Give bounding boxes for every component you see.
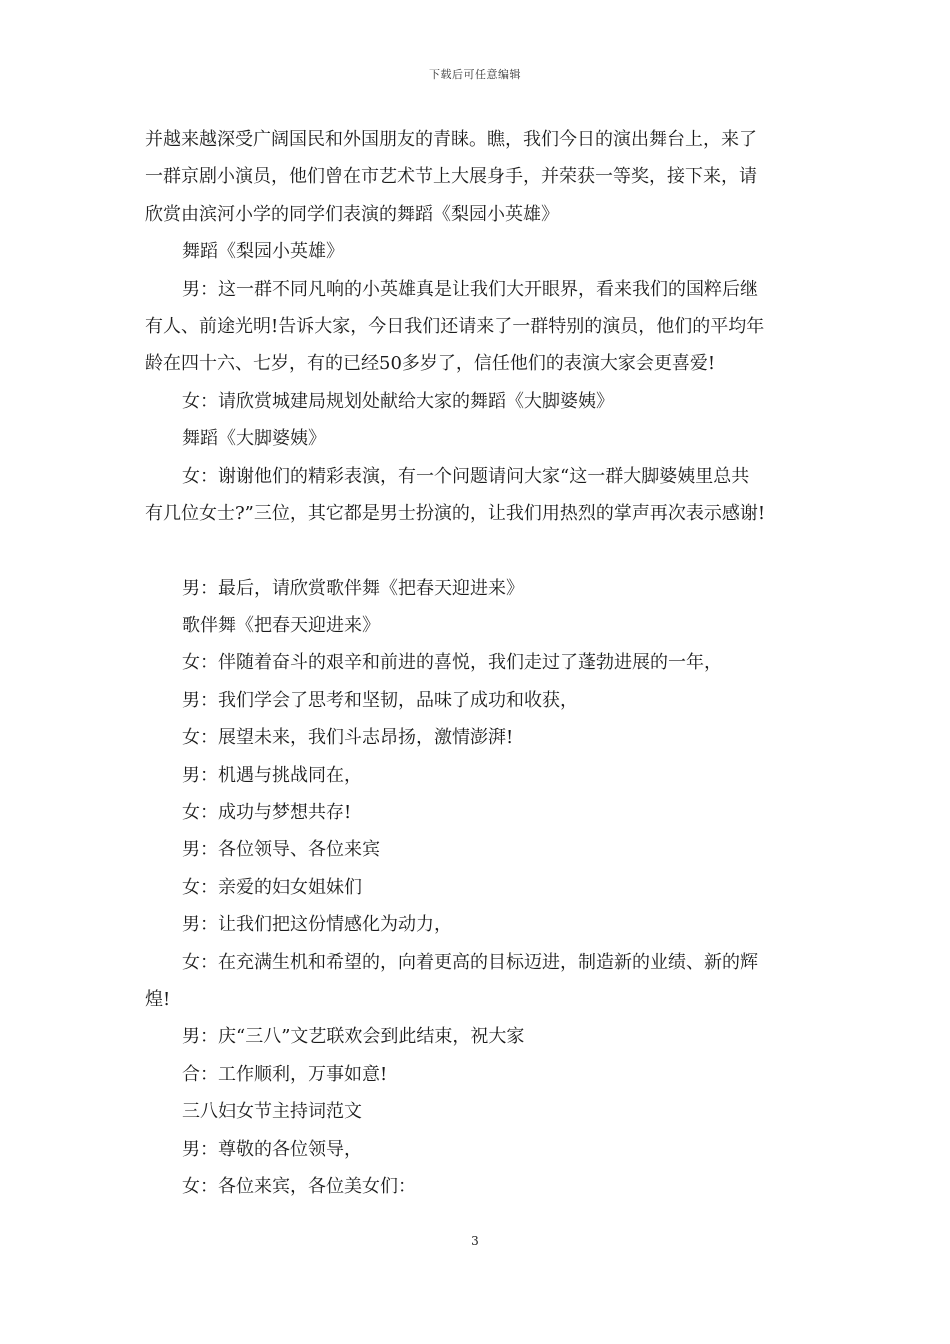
paragraph-line: 女：伴随着奋斗的艰辛和前进的喜悦，我们走过了蓬勃进展的一年， <box>182 652 722 674</box>
paragraph-line: 男：庆“三八”文艺联欢会到此结束，祝大家 <box>182 1026 525 1048</box>
paragraph-line: 男：各位领导、各位来宾 <box>182 839 380 861</box>
page-header: 下载后可任意编辑 <box>429 68 521 81</box>
paragraph-line: 女：成功与梦想共存! <box>182 802 352 824</box>
paragraph-line: 女：亲爱的妇女姐妹们 <box>182 876 362 898</box>
paragraph-line: 男：最后，请欣赏歌伴舞《把春天迎进来》 <box>182 577 524 599</box>
paragraph-line: 有人、前途光明!告诉大家，今日我们还请来了一群特别的演员，他们的平均年 <box>145 315 765 337</box>
paragraph-line: 女：展望未来，我们斗志昂扬，激情澎湃! <box>182 727 514 749</box>
paragraph-line: 舞蹈《梨园小英雄》 <box>182 241 344 263</box>
paragraph-line: 歌伴舞《把春天迎进来》 <box>182 615 380 637</box>
paragraph-line: 男：尊敬的各位领导， <box>182 1138 362 1160</box>
paragraph-line: 三八妇女节主持词范文 <box>182 1101 362 1123</box>
paragraph-line: 女：请欣赏城建局规划处献给大家的舞蹈《大脚婆姨》 <box>182 390 614 412</box>
paragraph-line: 有几位女士?”三位，其它都是男士扮演的，让我们用热烈的掌声再次表示感谢! <box>145 502 766 524</box>
paragraph-line: 男：这一群不同凡响的小英雄真是让我们大开眼界，看来我们的国粹后继 <box>182 278 758 300</box>
paragraph-line: 煌! <box>145 988 171 1010</box>
paragraph-line: 欣赏由滨河小学的同学们表演的舞蹈《梨园小英雄》 <box>145 203 559 225</box>
paragraph-line: 龄在四十六、七岁，有的已经50多岁了，信任他们的表演大家会更喜爱! <box>145 353 716 375</box>
paragraph-line: 男：我们学会了思考和坚韧，品味了成功和收获， <box>182 689 578 711</box>
paragraph-line: 舞蹈《大脚婆姨》 <box>182 428 326 450</box>
paragraph-line: 女：各位来宾，各位美女们： <box>182 1175 416 1197</box>
paragraph-line: 男：让我们把这份情感化为动力， <box>182 914 452 936</box>
paragraph-line: 一群京剧小演员，他们曾在市艺术节上大展身手，并荣获一等奖，接下来，请 <box>145 166 757 188</box>
paragraph-line: 合：工作顺利，万事如意! <box>182 1063 388 1085</box>
paragraph-line: 并越来越深受广阔国民和外国朋友的青睐。瞧，我们今日的演出舞台上，来了 <box>145 129 757 150</box>
document-body <box>145 121 810 1205</box>
page-number: 3 <box>471 1234 479 1248</box>
paragraph-line: 女：谢谢他们的精彩表演，有一个问题请问大家“这一群大脚婆姨里总共 <box>182 465 750 487</box>
paragraph-line: 男：机遇与挑战同在， <box>182 764 362 786</box>
blank-line <box>145 532 810 569</box>
paragraph-line: 女：在充满生机和希望的，向着更高的目标迈进，制造新的业绩、新的辉 <box>182 951 758 973</box>
